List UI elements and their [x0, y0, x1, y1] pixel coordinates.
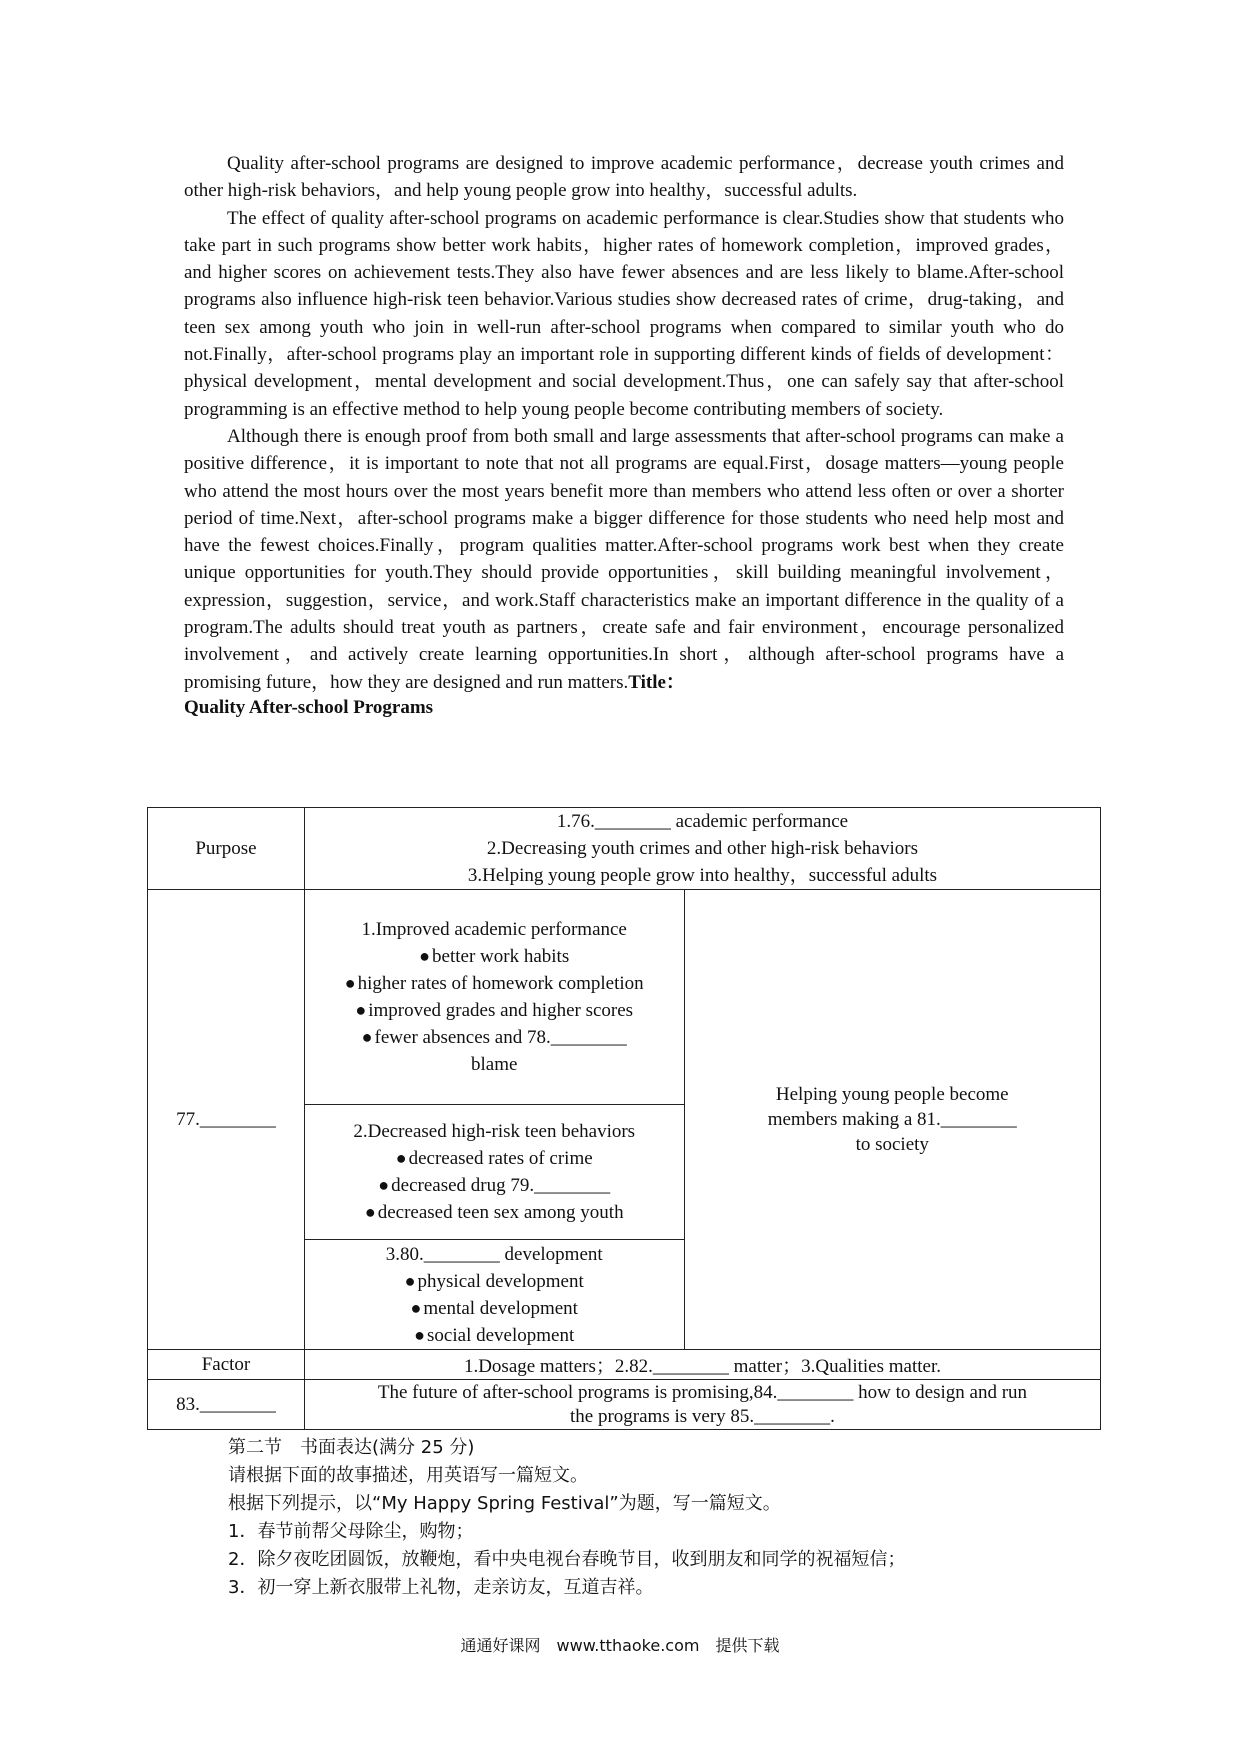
purpose-item-3: 3.Helping young people grow into healthy，successful adults	[467, 865, 938, 886]
purpose-item-1: 1.76.________ academic performance	[556, 811, 849, 832]
purpose-label: Purpose	[148, 808, 305, 890]
writing-prompt-2: 2．除夕夜吃团圆饭，放鞭炮，看中央电视台春晚节目，收到朋友和同学的祝福短信；	[228, 1549, 906, 1570]
paragraph-1: Quality after-school programs are designed to improve academic performance，decrease youth crimes and other high-risk behaviors，and help young people grow into healthy，successful adults.	[184, 153, 1064, 202]
blank-83-cell: 83.________	[148, 1380, 305, 1430]
society-line-1: Helping young people become	[775, 1084, 1009, 1105]
paragraph-3-text: Although there is enough proof from both small and large assessments that after-school programs can make a positive difference，it is important to note that not all programs are equal.First，dosage matters—young people who attend the most hours over the most years benefit more than members who attend less often or over a shorter period of time.Next，after-school programs make a bigger difference for those students who need help most and have the fewest choices.Finally，program qualities matter.After-school programs work best when they create unique opportunities for youth.They should provide opportunities，skill building meaningful involvement，expression，suggestion，service，and work.Staff characteristics make an important difference in the quality of a program.The adults should treat youth as partners，create safe and fair environment，encourage personalized involvement，and actively create learning opportunities.In short，although after-school programs have a promising future，how they are designed and run matters.	[184, 425, 1064, 693]
development-cell	[304, 1240, 684, 1350]
page-footer: 通通好课网 www.tthaoke.com 提供下载	[460, 1636, 780, 1655]
development-heading: 3.80.________ development	[385, 1243, 603, 1265]
title-label: Title：	[628, 671, 685, 693]
writing-instruction-2: 根据下列提示，以“My Happy Spring Festival”为题，写一篇短文。	[228, 1493, 781, 1514]
factor-label: Factor	[148, 1350, 305, 1380]
effect-row-academic	[148, 890, 1101, 1105]
behavior-heading: 2.Decreased high-risk teen behaviors	[353, 1121, 636, 1142]
paragraph-2: The effect of quality after-school programs on academic performance is clear.Studies show that students who take part in such programs show better work habits，higher rates of homework completion，improved grades，and higher scores on achievement tests.They also have fewer absences and are less likely to blame.After-school programs also influence high-risk teen behavior.Various studies show decreased rates of crime，drug-taking，and teen sex among youth who join in well-run after-school programs when compared to similar youth who do not.Finally，after-school programs play an important role in supporting different kinds of fields of development：physical development，mental development and social development.Thus，one can safely say that after-school programming is an effective method to help young people become contributing members of society.	[184, 207, 1064, 420]
outline-table	[147, 807, 1101, 1430]
behavior-bullet-1: ● decreased rates of crime	[311, 1145, 678, 1172]
academic-cell	[304, 890, 684, 1105]
behavior-bullet-2: ● decreased drug 79.________	[311, 1172, 678, 1199]
writing-instruction-1: 请根据下面的故事描述，用英语写一篇短文。	[228, 1465, 588, 1486]
purpose-row	[148, 808, 1101, 890]
passage-title: Quality After-school Programs	[184, 696, 434, 718]
society-line-2: members making a 81.________	[767, 1109, 1017, 1130]
academic-bullet-4: ● fewer absences and 78.________	[311, 1024, 678, 1051]
academic-bullet-2: ● higher rates of homework completion	[311, 970, 678, 997]
development-bullet-1: ● physical development	[311, 1268, 678, 1295]
purpose-item-2: 2.Decreasing youth crimes and other high-risk behaviors	[486, 838, 918, 859]
blank-77-cell: 77.________	[148, 890, 305, 1350]
conclusion-line-2: the programs is very 85.________.	[570, 1405, 835, 1427]
paragraph-3	[184, 423, 1064, 696]
development-bullet-3: ● social development	[311, 1322, 678, 1349]
behavior-bullet-3: ● decreased teen sex among youth	[311, 1199, 678, 1226]
development-bullet-2: ● mental development	[311, 1295, 678, 1322]
academic-bullet-3: ● improved grades and higher scores	[311, 997, 678, 1024]
reading-passage	[184, 150, 1064, 720]
academic-bullet-4-cont: blame	[470, 1054, 518, 1075]
academic-bullet-1: ● better work habits	[311, 943, 678, 970]
society-cell	[684, 890, 1101, 1350]
factor-content: 1.Dosage matters；2.82.________ matter；3.Qualities matter.	[304, 1350, 1100, 1380]
writing-section-heading: 第二节 书面表达(满分 25 分)	[228, 1437, 475, 1458]
conclusion-row	[148, 1380, 1101, 1430]
society-line-3: to society	[855, 1134, 929, 1155]
purpose-content	[304, 808, 1100, 890]
writing-prompt-1: 1．春节前帮父母除尘，购物；	[228, 1521, 474, 1542]
conclusion-line-1: The future of after-school programs is promising,84.________ how to design and run	[377, 1381, 1028, 1403]
writing-prompt-3: 3．初一穿上新衣服带上礼物，走亲访友，互道吉祥。	[228, 1577, 654, 1598]
behavior-cell	[304, 1105, 684, 1240]
conclusion-content	[304, 1380, 1100, 1430]
academic-heading: 1.Improved academic performance	[361, 919, 627, 940]
factor-row	[148, 1350, 1101, 1380]
